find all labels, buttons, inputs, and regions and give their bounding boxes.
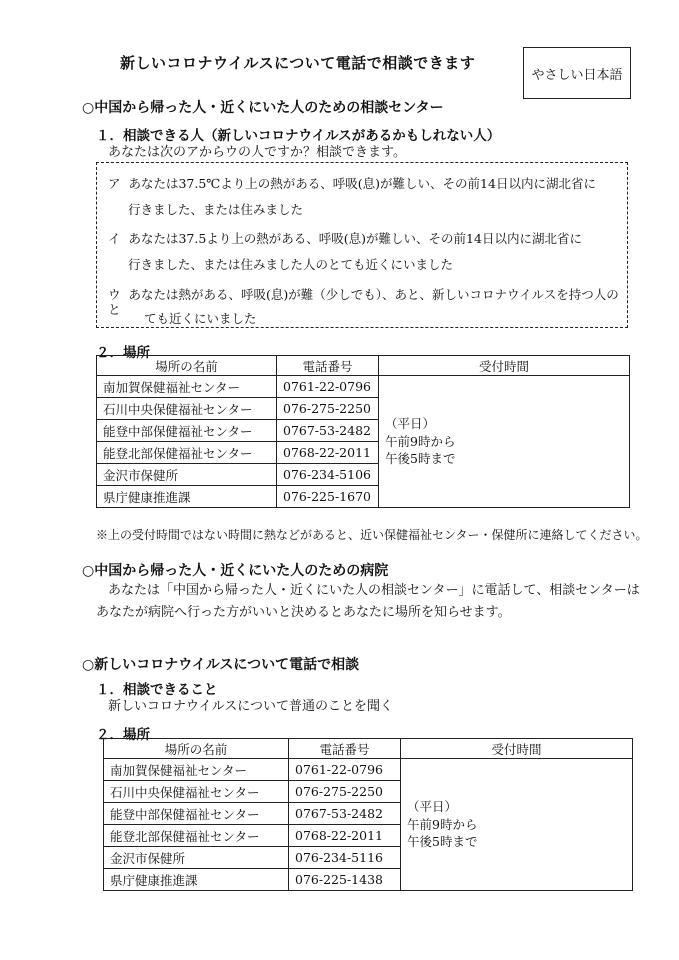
table-header-row <box>104 739 633 759</box>
section1-heading: ○中国から帰った人・近くにいた人のための相談センター <box>82 100 444 116</box>
hours-to: 午後5時まで <box>407 834 478 850</box>
badge-label: やさしい日本語 <box>531 67 623 83</box>
section1-places-table <box>96 355 630 508</box>
section1-note: ※上の受付時間ではない時間に熱などがあると、近い保健福祉センター・保健所に連絡してください。 <box>96 528 648 542</box>
hours-from: 午前9時から <box>385 433 456 449</box>
phone-number: 0767-53-2482 <box>277 420 379 442</box>
col-header-phone: 電話番号 <box>277 356 379 376</box>
place-name: 金沢市保健所 <box>104 847 289 869</box>
col-header-hours: 受付時間 <box>401 739 633 759</box>
section3-places-table <box>103 738 633 891</box>
easy-japanese-badge <box>523 47 631 99</box>
col-header-hours: 受付時間 <box>379 356 630 376</box>
option-marker: ア <box>108 176 121 191</box>
phone-number: 076-225-1438 <box>289 869 401 891</box>
place-name: 南加賀保健福祉センター <box>104 759 289 781</box>
hours-weekday: （平日） <box>385 416 436 432</box>
section1-sub2: ２．場所 <box>96 345 150 361</box>
option-u-cont: ても近くにいました <box>144 311 257 326</box>
section3-sub1: １．相談できること <box>96 682 218 698</box>
phone-number: 0761-22-0796 <box>289 759 401 781</box>
place-name: 能登中部保健福祉センター <box>97 420 277 442</box>
option-i <box>108 231 608 246</box>
option-a-cont: 行きました、または住みました <box>128 202 304 217</box>
option-text: あなたは熱がある、呼吸(息)が難（少しでも）、あと、新しいコロナウイルスを持つ人のと <box>108 287 619 317</box>
phone-number: 076-275-2250 <box>277 398 379 420</box>
hours-to: 午後5時まで <box>385 451 456 467</box>
place-name: 南加賀保健福祉センター <box>97 376 277 398</box>
place-name: 能登北部保健福祉センター <box>104 825 289 847</box>
phone-number: 0768-22-2011 <box>277 442 379 464</box>
option-text: あなたは37.5より上の熱がある、呼吸(息)が難しい、その前14日以内に湖北省に <box>128 231 582 246</box>
col-header-name: 場所の名前 <box>104 739 289 759</box>
section1-intro: あなたは次のアからウの人ですか？相談できます。 <box>108 145 406 160</box>
table-header-row <box>97 356 630 376</box>
place-name: 石川中央保健福祉センター <box>97 398 277 420</box>
section2-line2: あなたが病院へ行った方がいいと決めるとあなたに場所を知らせます。 <box>96 605 511 620</box>
hours-cell <box>379 376 630 508</box>
phone-number: 0761-22-0796 <box>277 376 379 398</box>
page-title: 新しいコロナウイルスについて電話で相談できます <box>120 54 476 72</box>
col-header-phone: 電話番号 <box>289 739 401 759</box>
phone-number: 076-225-1670 <box>277 486 379 508</box>
section2-heading: ○中国から帰った人・近くにいた人のための病院 <box>82 563 389 579</box>
hours-weekday: （平日） <box>407 799 458 815</box>
section3-heading: ○新しいコロナウイルスについて電話で相談 <box>82 657 360 673</box>
hours-cell <box>401 759 633 891</box>
place-name: 能登中部保健福祉センター <box>104 803 289 825</box>
phone-number: 076-234-5116 <box>289 847 401 869</box>
option-i-cont: 行きました、または住みました人のとても近くにいました <box>128 257 454 272</box>
option-text: あなたは37.5℃より上の熱がある、呼吸(息)が難しい、その前14日以内に湖北省に <box>128 176 596 191</box>
phone-number: 076-234-5106 <box>277 464 379 486</box>
place-name: 県庁健康推進課 <box>104 869 289 891</box>
table-row <box>97 376 630 398</box>
section2-line1: あなたは「中国から帰った人・近くにいた人の相談センター」に電話して、相談センターは <box>108 583 640 598</box>
col-header-name: 場所の名前 <box>97 356 277 376</box>
section3-text: 新しいコロナウイルスについて普通のことを聞く <box>108 699 393 714</box>
phone-number: 0768-22-2011 <box>289 825 401 847</box>
place-name: 県庁健康推進課 <box>97 486 277 508</box>
phone-number: 076-275-2250 <box>289 781 401 803</box>
option-a <box>108 176 608 191</box>
option-marker: ウ <box>108 287 121 302</box>
option-marker: イ <box>108 231 121 246</box>
place-name: 石川中央保健福祉センター <box>104 781 289 803</box>
table-row <box>104 759 633 781</box>
section1-sub1: １．相談できる人（新しいコロナウイルスがあるかもしれない人） <box>96 128 501 144</box>
phone-number: 0767-53-2482 <box>289 803 401 825</box>
place-name: 金沢市保健所 <box>97 464 277 486</box>
place-name: 能登北部保健福祉センター <box>97 442 277 464</box>
hours-from: 午前9時から <box>407 816 478 832</box>
section3-sub2: ２．場所 <box>96 727 150 743</box>
